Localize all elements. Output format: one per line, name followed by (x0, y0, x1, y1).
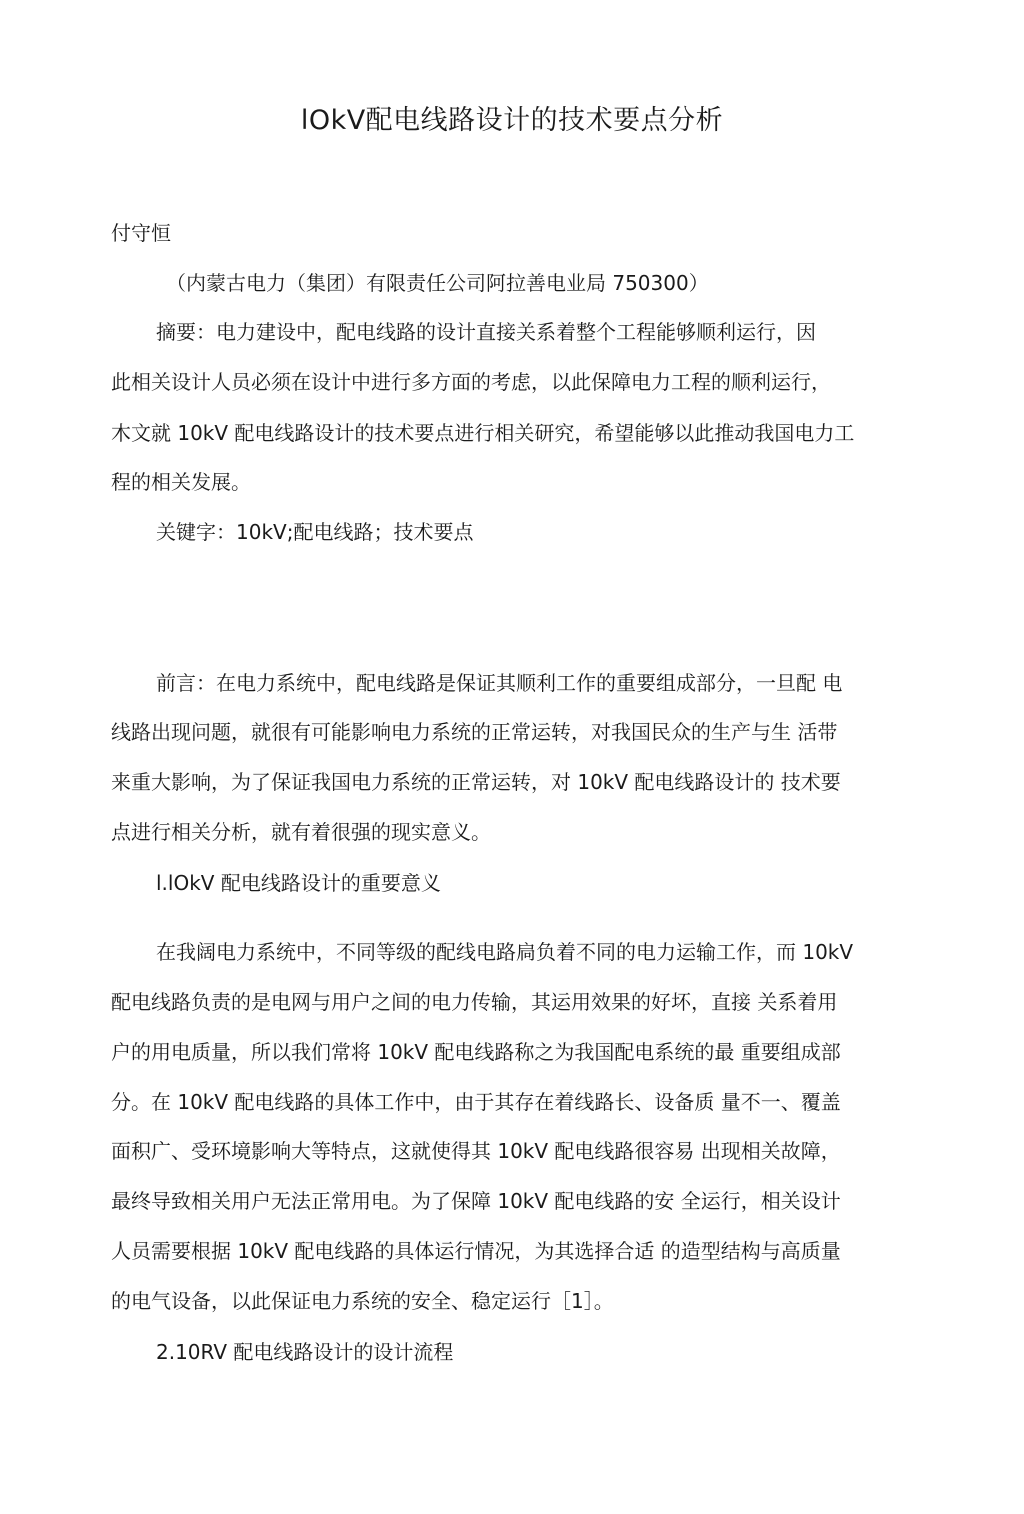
section-1-line: 面积广、受环境影响大等特点，这就使得其 10kV 配电线路很容易 出现相关故障， (111, 1139, 841, 1163)
abstract-line: 此相关设计人员必须在设计中进行多方面的考虑，以此保障电力工程的顺利运行， (111, 370, 831, 394)
section-2-heading: 2.10RV 配电线路设计的设计流程 (156, 1340, 454, 1364)
preface-line: 点进行相关分析，就有着很强的现实意义。 (111, 820, 491, 844)
keywords: 关键字：10kV;配电线路；技术要点 (156, 520, 474, 544)
section-1-line: 在我阔电力系统中，不同等级的配线电路扃负着不同的电力运输工作，而 10kV (156, 940, 854, 964)
preface-line: 前言：在电力系统中，配电线路是保证其顺利工作的重要组成部分，一旦配 电 (156, 671, 843, 695)
section-1-line: 人员需要根据 10kV 配电线路的具体运行情况，为其选择合适 的造型结构与高质量 (111, 1239, 841, 1263)
preface-line: 线路出现问题，就很有可能影响电力系统的正常运转，对我国民众的生产与生 活带 (111, 720, 838, 744)
preface-line: 来重大影响，为了保证我国电力系统的正常运转，对 10kV 配电线路设计的 技术要 (111, 770, 841, 794)
section-1-heading: l.lOkV 配电线路设计的重要意义 (156, 871, 441, 895)
abstract-line: 程的相关发展。 (111, 470, 251, 494)
section-1-line: 的电气设备，以此保证电力系统的安全、稳定运行［1］。 (111, 1289, 614, 1313)
author-affiliation: （内蒙古电力（集团）有限责任公司阿拉善电业局 750300） (166, 271, 709, 295)
abstract-line: 摘要：电力建设中，配电线路的设计直接关系着整个工程能够顺利运行，因 (156, 320, 816, 344)
section-1-line: 户的用电质量，所以我们常将 10kV 配电线路称之为我国配电系统的最 重要组成部 (111, 1040, 841, 1064)
section-1-line: 配电线路负责的是电网与用户之间的电力传输，其运用效果的好坏，直接 关系着用 (111, 990, 838, 1014)
document-title: lOkV配电线路设计的技术要点分析 (300, 105, 724, 136)
section-1-line: 分。在 10kV 配电线路的具体工作中，由于其存在着线路长、设备质 量不一、覆盖 (111, 1090, 841, 1114)
abstract-line: 木文就 10kV 配电线路设计的技术要点进行相关研究，希望能够以此推动我国电力工 (111, 421, 855, 445)
section-1-line: 最终导致相关用户无法正常用电。为了保障 10kV 配电线路的安 全运行，相关设计 (111, 1189, 841, 1213)
author-name: 付守恒 (111, 221, 171, 245)
